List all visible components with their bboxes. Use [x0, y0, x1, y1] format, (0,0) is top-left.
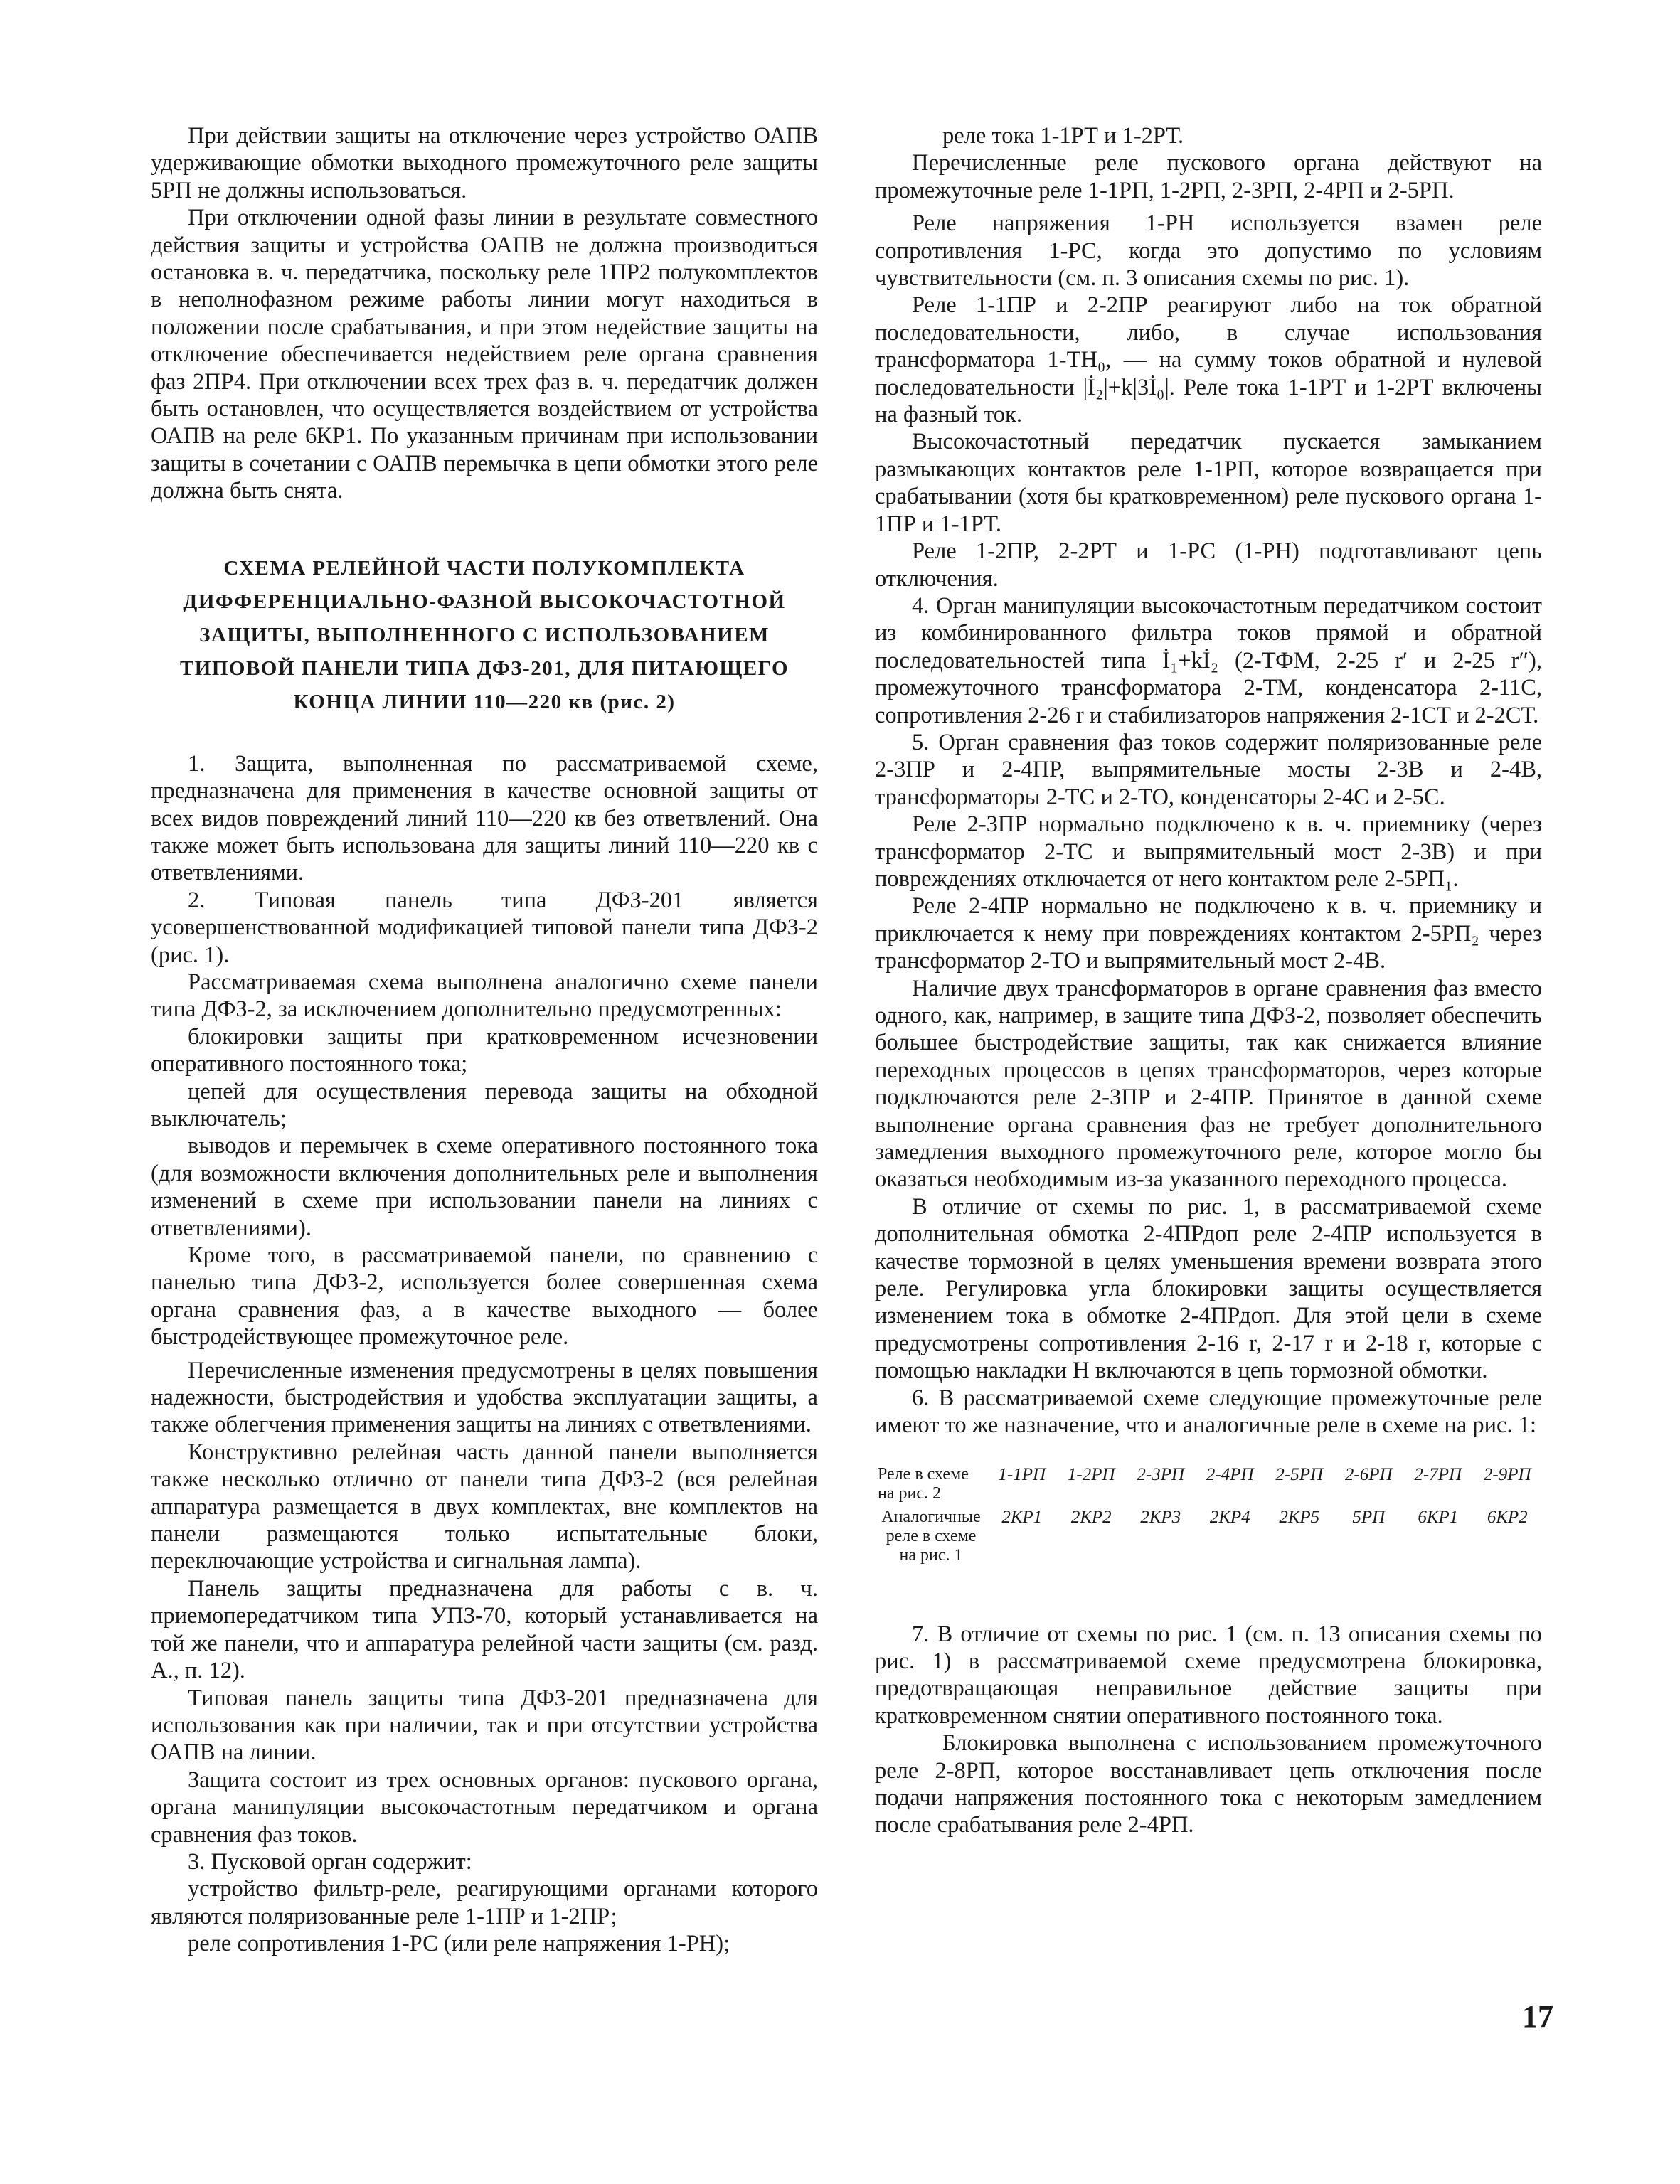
paragraph: реле тока 1-1РТ и 1-2РТ.	[942, 123, 1184, 149]
table-row-label: Реле в схеме на рис. 2	[878, 1464, 969, 1503]
table-cell: 2КР5	[1279, 1507, 1320, 1527]
section-heading	[151, 552, 818, 719]
table-cell: 1-2РП	[1067, 1464, 1115, 1484]
table-cell: 2КР1	[1001, 1507, 1043, 1527]
paragraph: 5. Орган сравнения фаз токов содержит поляризованные реле 2-3ПР и 2-4ПР, выпрямительные мосты 2-3В и 2-4В, трансформаторы 2-ТС и 2-ТО, конденсаторы 2-4С и 2-5С.	[875, 729, 1542, 810]
paragraph: В отличие от схемы по рис. 1, в рассматриваемой схеме дополнительная обмотка 2-4ПРдоп реле 2-4ПР используется в качестве тормозной в целях уменьшения времени возврата этого реле. Регулировка угла блокировки защиты осуществляется изменением тока в обмотке 2-4ПРдоп. Для этой цели в схеме предусмотрены сопротивления 2-16 r, 2-17 r и 2-18 r, которые с помощью накладки Н включаются в цепь тормозной обмотки.	[875, 1193, 1542, 1384]
table-cell: 2-9РП	[1483, 1464, 1531, 1484]
table-cell: 2-7РП	[1414, 1464, 1462, 1484]
table-row	[875, 1465, 1542, 1508]
paragraph: 4. Орган манипуляции высокочастотным передатчиком состоит из комбинированного фильтра токов прямой и обратной последовательностей типа İ₁+kİ₂ (2-ТФМ, 2-25 r′ и 2-25 r″), промежуточного трансформатора 2-ТМ, конденсатора 2-11С, сопротивления 2-26 r и стабилизаторов напряжения 2-1СТ и 2-2СТ.	[875, 592, 1542, 728]
table-cell: 5РП	[1352, 1507, 1386, 1527]
paragraph: 3. Пусковой орган содержит:	[188, 1848, 472, 1875]
table-cell: 2КР2	[1070, 1507, 1112, 1527]
heading-line: ЗАЩИТЫ, ВЫПОЛНЕННОГО С ИСПОЛЬЗОВАНИЕМ	[199, 623, 770, 646]
paragraph: Перечисленные изменения предусмотрены в целях повышения надежности, быстродействия и удобства эксплуатации защиты, а также облегчения применения защиты на линиях с ответвлениями.	[151, 1357, 818, 1438]
relay-correspondence-table	[875, 1465, 1542, 1570]
table-cell: 2-6РП	[1344, 1464, 1393, 1484]
paragraph: Защита состоит из трех основных органов: пускового органа, органа манипуляции высокочастотным передатчиком и органа сравнения фаз токов.	[151, 1767, 818, 1848]
heading-line: ДИФФЕРЕНЦИАЛЬНО-ФАЗНОЙ ВЫСОКОЧАСТОТНОЙ	[183, 590, 786, 613]
paragraph: Перечисленные реле пускового органа действуют на промежуточные реле 1-1РП, 1-2РП, 2-3РП, 2-4РП и 2-5РП.	[875, 150, 1542, 203]
paragraph: Высокочастотный передатчик пускается замыканием размыкающих контактов реле 1-1РП, которое возвращается при срабатывании (хотя бы кратковременном) реле пускового органа 1-1ПР и 1-1РТ.	[875, 429, 1542, 537]
paragraph: цепей для осуществления перевода защиты на обходной выключатель;	[151, 1078, 818, 1131]
table-cell: 6КР1	[1418, 1507, 1459, 1527]
table-cell: 2-4РП	[1206, 1464, 1254, 1484]
paragraph: блокировки защиты при кратковременном исчезновении оперативного постоянного тока;	[151, 1023, 818, 1077]
table-cell: 1-1РП	[998, 1464, 1046, 1484]
paragraph: Кроме того, в рассматриваемой панели, по сравнению с панелью типа ДФЗ-2, используется более совершенная схема органа сравнения фаз, а в качестве выходного — более быстродействующее промежуточное реле.	[151, 1242, 818, 1351]
page-number: 17	[1522, 1999, 1553, 2034]
table-cell: 2КР4	[1209, 1507, 1250, 1527]
paragraph: Конструктивно релейная часть данной панели выполняется также несколько отлично от панели типа ДФЗ-2 (вся релейная аппаратура размещается в двух комплектах, вне комплектов на панели размещаются только испытательные блоки, переключающие устройства и сигнальная лампа).	[151, 1439, 818, 1575]
paragraph: 2. Типовая панель типа ДФЗ-201 является усовершенствованной модификацией типовой панели типа ДФЗ-2 (рис. 1).	[151, 887, 818, 968]
paragraph: 7. В отличие от схемы по рис. 1 (см. п. 13 описания схемы по рис. 1) в рассматриваемой схеме предусмотрена блокировка, предотвращающая неправильное действие защиты при кратковременном снятии оперативного постоянного тока.	[875, 1621, 1542, 1729]
table-row-label: Аналогичные реле в схеме на рис. 1	[881, 1507, 981, 1565]
paragraph: Панель защиты предназначена для работы с в. ч. приемопередатчиком типа УПЗ-70, который устанавливается на той же панели, что и аппаратура релейной части защиты (см. разд. А., п. 12).	[151, 1575, 818, 1684]
table-cell: 2КР3	[1140, 1507, 1181, 1527]
paragraph: Наличие двух трансформаторов в органе сравнения фаз вместо одного, как, например, в защите типа ДФЗ-2, позволяет обеспечить большее быстродействие защиты, так как снижается влияние переходных процессов в цепях трансформаторов, через которые подключаются реле 2-3ПР и 2-4ПР. Принятое в данной схеме выполнение органа сравнения фаз не требует дополнительного замедления выходного промежуточного реле, которое могло бы оказаться необходимым из-за указанного переходного процесса.	[875, 975, 1542, 1193]
table-cell: 2-5РП	[1275, 1464, 1324, 1484]
paragraph: выводов и перемычек в схеме оперативного постоянного тока (для возможности включения дополнительных реле и выполнения изменений в схеме при использовании панели на линиях с ответвлениями).	[151, 1133, 818, 1241]
paragraph: Реле 1-2ПР, 2-2РТ и 1-РС (1-РН) подготавливают цепь отключения.	[875, 538, 1542, 592]
paragraph: Типовая панель защиты типа ДФЗ-201 предназначена для использования как при наличии, так и при отсутствии устройства ОАПВ на линии.	[151, 1685, 818, 1766]
paragraph: Реле 1-1ПР и 2-2ПР реагируют либо на ток обратной последовательности, либо, в случае использования трансформатора 1-ТН₀, — на сумму токов обратной и нулевой последовательности |İ₂|+k|3İ₀|. Реле тока 1-1РТ и 1-2РТ включены на фазный ток.	[875, 292, 1542, 428]
heading-line: КОНЦА ЛИНИИ 110—220 кв (рис. 2)	[293, 690, 676, 713]
paragraph: устройство фильтр-реле, реагирующими органами которого являются поляризованные реле 1-1ПР и 1-2ПР;	[151, 1876, 818, 1929]
paragraph: Реле 2-4ПР нормально не подключено к в. ч. приемнику и приключается к нему при повреждениях контактом 2-5РП₂ через трансформатор 2-ТО и выпрямительный мост 2-4В.	[875, 893, 1542, 974]
table-cell: 2-3РП	[1137, 1464, 1185, 1484]
left-column	[151, 122, 818, 1958]
right-column	[875, 122, 1542, 1839]
paragraph: При действии защиты на отключение через устройство ОАПВ удерживающие обмотки выходного промежуточного реле защиты 5РП не должны использоваться.	[151, 123, 818, 203]
paragraph: При отключении одной фазы линии в результате совместного действия защиты и устройства ОАПВ не должна производиться остановка в. ч. передатчика, поскольку реле 1ПР2 полукомплектов в неполнофазном режиме работы линии могут находиться в положении после срабатывания, и при этом недействие защиты на отключение обеспечивается недействием реле органа сравнения фаз 2ПР4. При отключении всех трех фаз в. ч. передатчик должен быть остановлен, что осуществляется воздействием от устройства ОАПВ на реле 6КР1. По указанным причинам при использовании защиты в сочетании с ОАПВ перемычка в цепи обмотки этого реле должна быть снята.	[151, 205, 818, 504]
paragraph: 1. Защита, выполненная по рассматриваемой схеме, предназначена для применения в качестве основной защиты от всех видов повреждений линий 110—220 кв без ответвлений. Она также может быть использована для защиты линий 110—220 кв с ответвлениями.	[151, 750, 818, 886]
paragraph: Рассматриваемая схема выполнена аналогично схеме панели типа ДФЗ-2, за исключением дополнительно предусмотренных:	[151, 969, 818, 1023]
paragraph: Блокировка выполнена с использованием промежуточного реле 2-8РП, которое восстанавливает цепь отключения после подачи напряжения постоянного тока с некоторым замедлением после срабатывания реле 2-4РП.	[875, 1730, 1542, 1838]
table-row	[875, 1508, 1542, 1570]
paragraph: Реле 2-3ПР нормально подключено к в. ч. приемнику (через трансформатор 2-ТС и выпрямительный мост 2-3В) и при повреждениях отключается от него контактом реле 2-5РП₁.	[875, 811, 1542, 892]
paragraph: 6. В рассматриваемой схеме следующие промежуточные реле имеют то же назначение, что и аналогичные реле в схеме на рис. 1:	[875, 1385, 1542, 1439]
heading-line: ТИПОВОЙ ПАНЕЛИ ТИПА ДФЗ-201, ДЛЯ ПИТАЮЩЕГО	[179, 656, 790, 680]
paragraph: Реле напряжения 1-РН используется взамен реле сопротивления 1-РС, когда это допустимо по условиям чувствительности (см. п. 3 описания схемы по рис. 1).	[875, 211, 1542, 292]
paragraph: реле сопротивления 1-РС (или реле напряжения 1-РН);	[188, 1931, 730, 1957]
table-cell: 6КР2	[1487, 1507, 1528, 1527]
heading-line: СХЕМА РЕЛЕЙНОЙ ЧАСТИ ПОЛУКОМПЛЕКТА	[223, 556, 745, 580]
